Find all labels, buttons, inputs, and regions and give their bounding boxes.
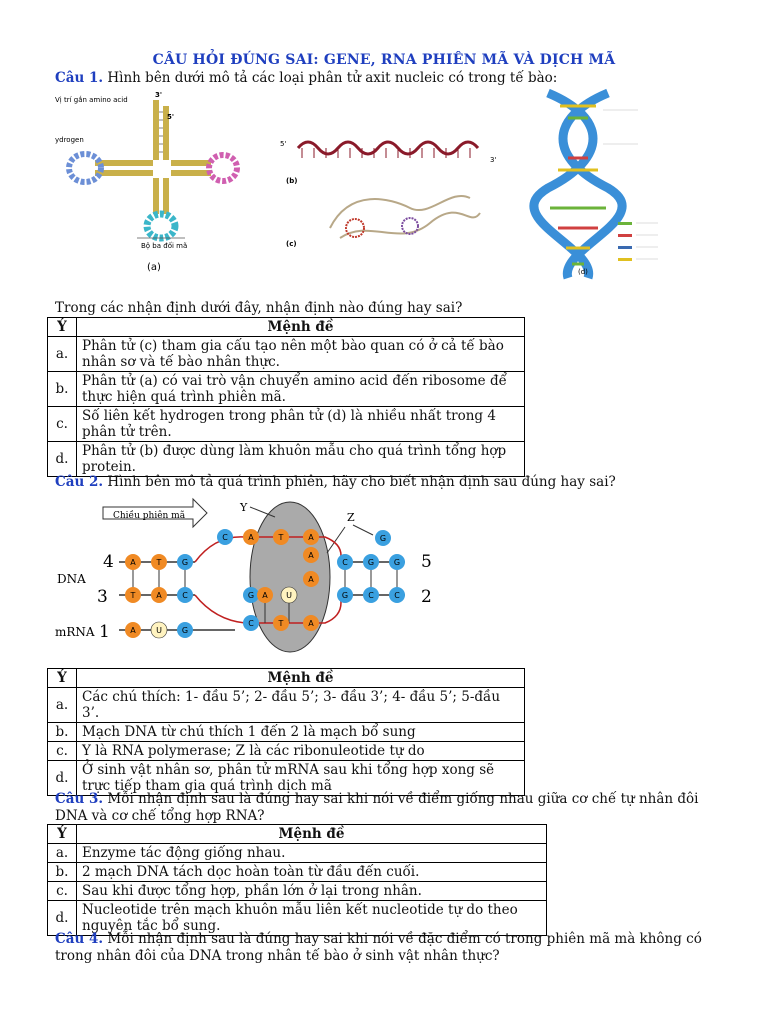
row-statement: Số liên kết hydrogen trong phân tử (d) là nhiều nhất trong 4 phân tử trên. bbox=[77, 407, 525, 442]
mrna-strand bbox=[298, 142, 478, 154]
table-header-row bbox=[48, 669, 525, 688]
t-arm-top bbox=[171, 160, 211, 166]
row-key: d. bbox=[48, 761, 77, 796]
row-key: c. bbox=[48, 882, 77, 901]
label-dna: DNA bbox=[57, 572, 86, 586]
row-statement: Ở sinh vật nhân sơ, phân tử mRNA sau khi tổng hợp xong sẽ trực tiếp tham gia quá trình dịch mã bbox=[77, 761, 525, 796]
dna-helix-figure-d bbox=[528, 88, 718, 286]
svg-text:G: G bbox=[367, 558, 375, 567]
row-statement: Phân tử (a) có vai trò vận chuyển amino acid đến ribosome để thực hiện quá trình phiên mã. bbox=[77, 372, 525, 407]
table-row bbox=[48, 863, 547, 882]
question-3-text: Mỗi nhận định sau là đúng hay sai khi nói về điểm giống nhau giữa cơ chế tự nhân đôi DNA và cơ chế tổng hợp RNA? bbox=[55, 791, 699, 824]
svg-text:A: A bbox=[130, 626, 136, 635]
svg-text:A: A bbox=[308, 533, 314, 542]
mrna-5-prime: 5' bbox=[280, 140, 287, 148]
label-4: 4 bbox=[103, 552, 114, 572]
trna-label-hydrogen: ydrogen bbox=[55, 136, 84, 144]
svg-text:U: U bbox=[156, 626, 162, 635]
trna-label-amino-site: Vị trí gắn amino acid bbox=[55, 96, 128, 104]
svg-text:C: C bbox=[394, 591, 400, 600]
table-row bbox=[48, 844, 547, 863]
row-statement: Enzyme tác động giống nhau. bbox=[77, 844, 547, 863]
svg-text:G: G bbox=[393, 558, 401, 567]
svg-text:A: A bbox=[262, 591, 268, 600]
svg-text:U: U bbox=[286, 591, 292, 600]
acceptor-stem-bonds bbox=[159, 112, 163, 152]
row-key: a. bbox=[48, 844, 77, 863]
label-y: Y bbox=[240, 501, 248, 514]
row-statement: Phân tử (c) tham gia cấu tạo nên một bào quan có ở cả tế bào nhân sơ và tế bào nhân thực. bbox=[77, 337, 525, 372]
table-row bbox=[48, 882, 547, 901]
svg-text:A: A bbox=[308, 575, 314, 584]
trna-figure-a bbox=[55, 88, 265, 278]
question-1 bbox=[55, 70, 735, 87]
label-2: 2 bbox=[421, 587, 432, 607]
question-2-text: Hình bên mô tả quá trình phiên, hãy cho biết nhận định sau đúng hay sai? bbox=[103, 474, 616, 490]
svg-text:G: G bbox=[379, 534, 387, 543]
svg-text:T: T bbox=[278, 619, 284, 628]
row-key: b. bbox=[48, 372, 77, 407]
svg-text:G: G bbox=[181, 626, 189, 635]
question-4-label: Câu 4. bbox=[55, 931, 104, 947]
row-statement: Y là RNA polymerase; Z là các ribonuleotide tự do bbox=[77, 742, 525, 761]
d-loop bbox=[69, 154, 101, 182]
question-1-text: Hình bên dưới mô tả các loại phân tử axit nucleic có trong tế bào: bbox=[103, 70, 558, 86]
row-key: d. bbox=[48, 901, 77, 936]
svg-text:C: C bbox=[342, 558, 348, 567]
row-key: b. bbox=[48, 863, 77, 882]
row-key: b. bbox=[48, 723, 77, 742]
svg-text:C: C bbox=[182, 591, 188, 600]
column-header: Mệnh đề bbox=[77, 825, 547, 844]
question-1-table bbox=[47, 317, 525, 477]
svg-text:G: G bbox=[341, 591, 349, 600]
anticodon-loop bbox=[147, 214, 175, 238]
pointer-z bbox=[353, 525, 373, 535]
svg-text:A: A bbox=[308, 551, 314, 560]
question-2-label: Câu 2. bbox=[55, 474, 104, 490]
row-statement: Các chú thích: 1- đầu 5’; 2- đầu 5’; 3- đầu 3’; 4- đầu 5’; 5-đầu 3’. bbox=[77, 688, 525, 723]
anticodon-stem-right bbox=[163, 178, 169, 214]
page-title: CÂU HỎI ĐÚNG SAI: GENE, RNA PHIÊN MÃ VÀ DỊCH MÃ bbox=[152, 52, 616, 68]
rrna-protein-purple bbox=[402, 218, 418, 234]
column-header: Ý bbox=[48, 318, 77, 337]
svg-text:T: T bbox=[278, 533, 284, 542]
svg-text:A: A bbox=[248, 533, 254, 542]
row-statement: Mạch DNA từ chú thích 1 đến 2 là mạch bổ sung bbox=[77, 723, 525, 742]
svg-text:T: T bbox=[130, 591, 136, 600]
question-4 bbox=[55, 931, 725, 965]
label-1: 1 bbox=[99, 622, 110, 642]
row-key: d. bbox=[48, 442, 77, 477]
transcription-figure bbox=[55, 495, 445, 655]
rrna-protein-red bbox=[346, 219, 364, 237]
table-header-row bbox=[48, 825, 547, 844]
svg-text:A: A bbox=[308, 619, 314, 628]
row-statement: Phân tử (b) được dùng làm khuôn mẫu cho quá trình tổng hợp protein. bbox=[77, 442, 525, 477]
row-statement: Sau khi được tổng hợp, phần lớn ở lại trong nhân. bbox=[77, 882, 547, 901]
figure-d-label: (d) bbox=[578, 268, 588, 276]
row-statement: 2 mạch DNA tách dọc hoàn toàn từ đầu đến cuối. bbox=[77, 863, 547, 882]
row-key: a. bbox=[48, 688, 77, 723]
label-5: 5 bbox=[421, 552, 432, 572]
mrna-rrna-figure-bc bbox=[280, 128, 520, 270]
t-arm-bottom bbox=[171, 170, 211, 176]
t-loop bbox=[209, 155, 237, 181]
question-2-table bbox=[47, 668, 525, 796]
mrna-3-prime: 3' bbox=[490, 156, 497, 164]
question-4-text: Mỗi nhận định sau là đúng hay sai khi nói về đặc điểm có trong phiên mã mà không có trong nhân đôi của DNA trong nhân tế bào ở sinh vật nhân thực? bbox=[55, 931, 702, 964]
question-3 bbox=[55, 791, 725, 825]
svg-text:A: A bbox=[156, 591, 162, 600]
trna-5-prime: 5' bbox=[167, 113, 175, 121]
trna-3-prime: 3' bbox=[155, 91, 163, 99]
row-key: c. bbox=[48, 407, 77, 442]
svg-text:G: G bbox=[247, 591, 255, 600]
acceptor-stem-left bbox=[153, 100, 159, 160]
table-row bbox=[48, 372, 525, 407]
figure-b-label: (b) bbox=[286, 177, 298, 185]
anticodon-stem-left bbox=[153, 178, 159, 214]
table-row bbox=[48, 337, 525, 372]
svg-text:C: C bbox=[222, 533, 228, 542]
direction-label: Chiều phiên mã bbox=[113, 511, 186, 521]
question-1-prompt: Trong các nhận định dưới đây, nhận định nào đúng hay sai? bbox=[55, 300, 463, 316]
table-row bbox=[48, 688, 525, 723]
column-header: Mệnh đề bbox=[77, 318, 525, 337]
svg-text:C: C bbox=[368, 591, 374, 600]
row-statement: Nucleotide trên mạch khuôn mẫu liên kết nucleotide tự do theo nguyên tắc bổ sung. bbox=[77, 901, 547, 936]
svg-text:C: C bbox=[248, 619, 254, 628]
figure-c-label: (c) bbox=[286, 240, 297, 248]
question-3-label: Câu 3. bbox=[55, 791, 104, 807]
dna-legend bbox=[618, 222, 658, 261]
label-mrna: mRNA bbox=[55, 625, 95, 639]
table-row bbox=[48, 723, 525, 742]
column-header: Ý bbox=[48, 825, 77, 844]
label-3: 3 bbox=[97, 587, 108, 607]
figure-a-label: (a) bbox=[147, 262, 161, 273]
table-row bbox=[48, 407, 525, 442]
row-key: c. bbox=[48, 742, 77, 761]
table-row bbox=[48, 442, 525, 477]
table-row bbox=[48, 742, 525, 761]
label-z: Z bbox=[347, 511, 355, 524]
table-header-row bbox=[48, 318, 525, 337]
trna-label-anticodon: Bộ ba đối mã bbox=[141, 242, 188, 250]
question-2 bbox=[55, 474, 735, 491]
column-header: Ý bbox=[48, 669, 77, 688]
svg-text:T: T bbox=[156, 558, 162, 567]
svg-text:G: G bbox=[181, 558, 189, 567]
column-header: Mệnh đề bbox=[77, 669, 525, 688]
svg-text:A: A bbox=[130, 558, 136, 567]
question-1-label: Câu 1. bbox=[55, 70, 104, 86]
question-3-table bbox=[47, 824, 547, 936]
row-key: a. bbox=[48, 337, 77, 372]
